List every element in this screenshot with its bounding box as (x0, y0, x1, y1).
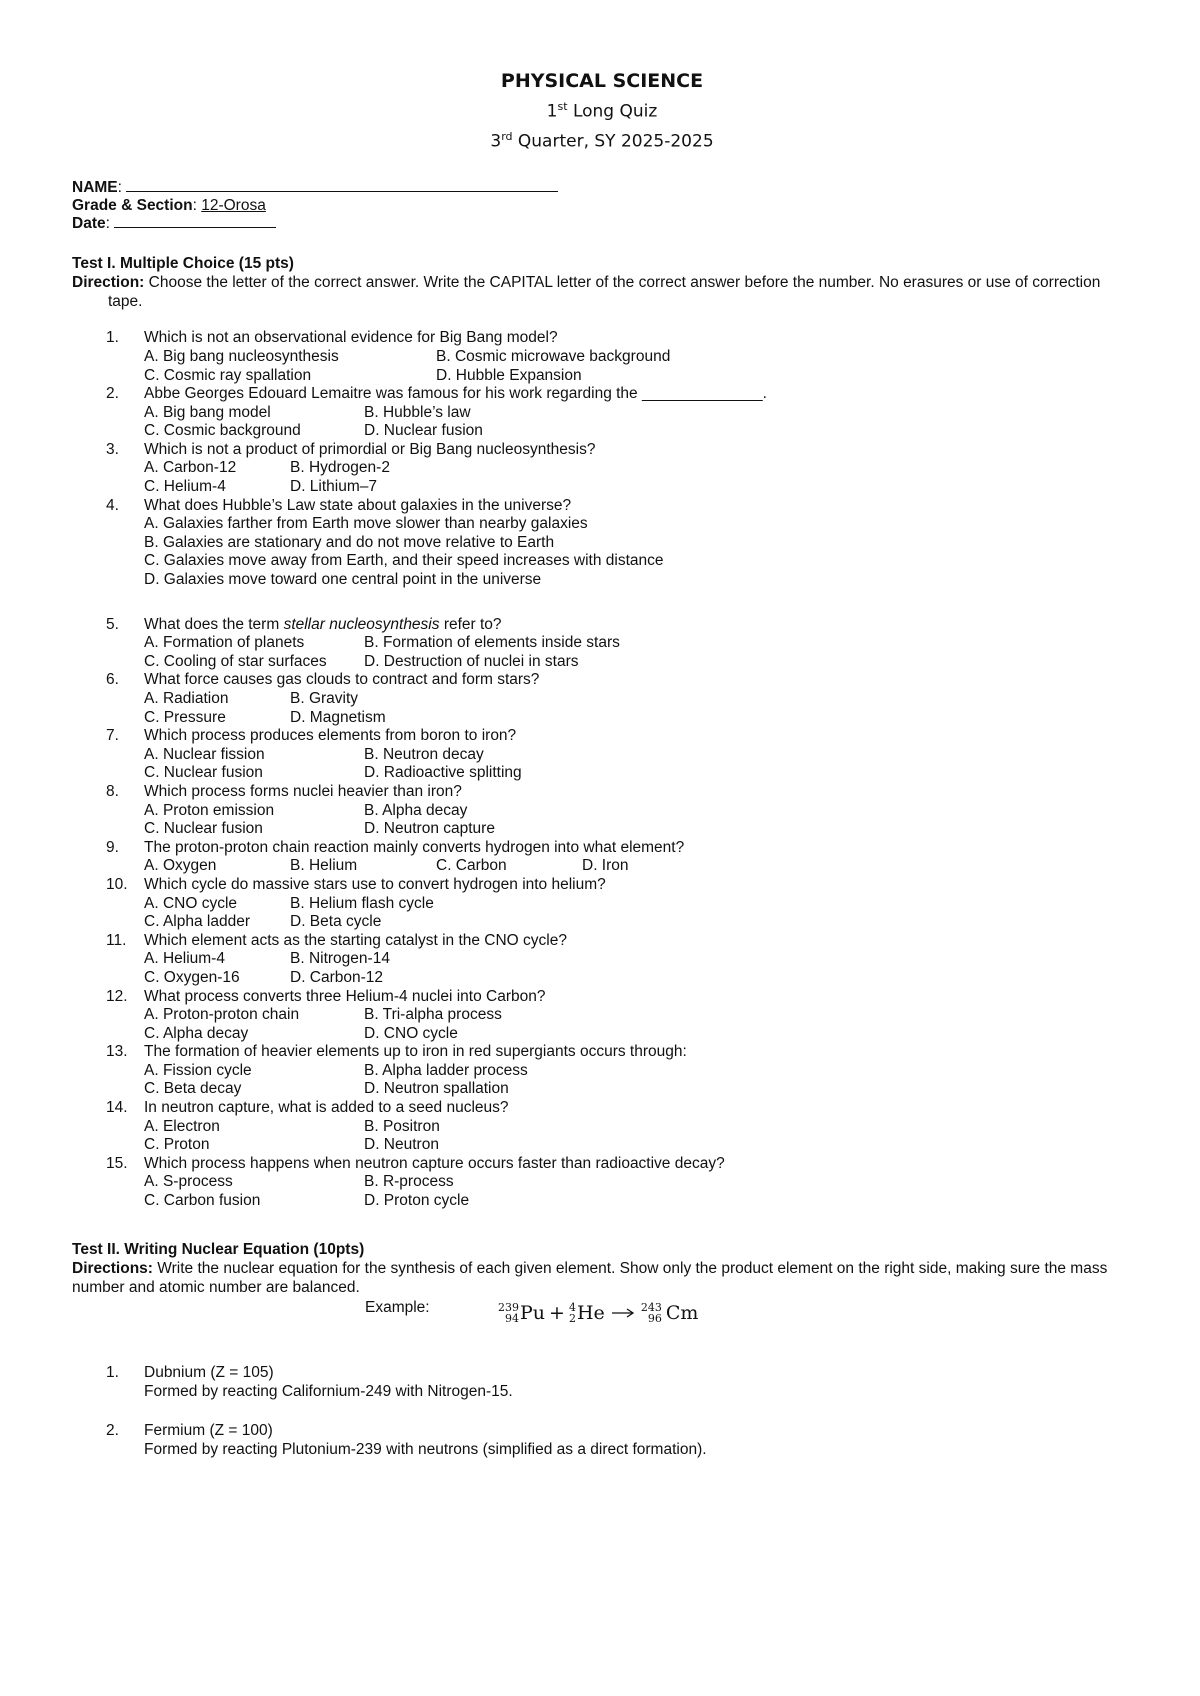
test1-title: Test I. Multiple Choice (15 pts) (72, 255, 294, 273)
question-item: 1. Which is not an observational evidence for Big Bang model? A. Big bang nucleosynthesis B. Cosmic microwave background C. Cosmic ray spallation D. Hubble Expansion (72, 329, 1132, 385)
option-a: A. S-process (144, 1173, 233, 1191)
element-title: Fermium (Z = 100) (144, 1421, 273, 1439)
question-text: The proton-proton chain reaction mainly converts hydrogen into what element? (144, 838, 685, 856)
document-header (72, 70, 1132, 151)
question-item: 9. The proton-proton chain reaction mainly converts hydrogen into what element? A. Oxygen B. Helium C. Carbon D. Iron (72, 839, 1132, 876)
question-text: Which process happens when neutron capture occurs faster than radioactive decay? (144, 1154, 725, 1172)
question-text: Which element acts as the starting catalyst in the CNO cycle? (144, 931, 567, 949)
question-item: 5. What does the term stellar nucleosynthesis refer to? A. Formation of planets B. Formation of elements inside stars C. Cooling of star surfaces D. Destruction of nuclei in stars (72, 616, 1132, 672)
option-c: C. Nuclear fusion (144, 764, 263, 782)
option-d: D. Carbon-12 (290, 968, 384, 986)
plutonium-symbol: Pu (520, 1301, 546, 1324)
option-a: A. CNO cycle (144, 894, 238, 912)
option-b: B. Positron (364, 1117, 440, 1135)
option-c: C. Cosmic background (144, 422, 301, 440)
question-text: In neutron capture, what is added to a seed nucleus? (144, 1099, 509, 1117)
equation-item: 2. Fermium (Z = 100) Formed by reacting Plutonium-239 with neutrons (simplified as a direct formation). (72, 1421, 1132, 1459)
option-c: C. Carbon (436, 857, 507, 875)
option-d: D. Neutron (364, 1136, 439, 1154)
question-text: Which is not a product of primordial or Big Bang nucleosynthesis? (144, 440, 596, 458)
element-detail: Formed by reacting Plutonium-239 with neutrons (simplified as a direct formation). (144, 1440, 707, 1458)
question-list (72, 329, 1132, 1210)
date-row: Date: (72, 215, 1132, 233)
question-text: Which cycle do massive stars use to convert hydrogen into helium? (144, 875, 606, 893)
option-d: D. Beta cycle (290, 913, 382, 931)
option-b: B. Helium flash cycle (290, 894, 434, 912)
option-c: C. Nuclear fusion (144, 820, 263, 838)
test1-directions: Direction: Choose the letter of the correct answer. Write the CAPITAL letter of the correct answer before the number. No erasures or use of correction tape. (72, 274, 1101, 311)
option-c: C. Beta decay (144, 1080, 242, 1098)
option-a: A. Helium-4 (144, 950, 225, 968)
option-c: C. Carbon fusion (144, 1192, 261, 1210)
element-title: Dubnium (Z = 105) (144, 1363, 274, 1381)
question-item: 7. Which process produces elements from boron to iron? A. Nuclear fission B. Neutron decay C. Nuclear fusion D. Radioactive splitting (72, 727, 1132, 783)
option-b: B. Alpha ladder process (364, 1061, 528, 1079)
right-arrow-icon (611, 1307, 635, 1319)
question-text: Which process produces elements from boron to iron? (144, 727, 517, 745)
question-text: Which is not an observational evidence for Big Bang model? (144, 329, 558, 347)
name-field[interactable] (126, 179, 558, 192)
option-a: A. Big bang model (144, 403, 271, 421)
option-c: C. Cosmic ray spallation (144, 366, 312, 384)
question-text: What process converts three Helium-4 nuclei into Carbon? (144, 987, 546, 1005)
name-row: NAME: (72, 179, 1132, 197)
option-d: D. Radioactive splitting (364, 764, 522, 782)
test2-title: Test II. Writing Nuclear Equation (10pts) (72, 1240, 365, 1258)
option-d: D. Magnetism (290, 708, 386, 726)
question-item: 14. In neutron capture, what is added to a seed nucleus? A. Electron B. Positron C. Proton D. Neutron (72, 1099, 1132, 1155)
option-a: A. Fission cycle (144, 1061, 252, 1079)
option-c: C. Alpha decay (144, 1024, 249, 1042)
option-b: B. R-process (364, 1173, 454, 1191)
option-c: C. Alpha ladder (144, 913, 250, 931)
option-d: D. Proton cycle (364, 1192, 470, 1210)
option-b: B. Neutron decay (364, 745, 484, 763)
equation-item: 1. Dubnium (Z = 105) Formed by reacting Californium-249 with Nitrogen-15. (72, 1363, 1132, 1401)
option-d: D. Iron (582, 857, 629, 875)
option-b: B. Cosmic microwave background (436, 347, 671, 365)
option-a: A. Galaxies farther from Earth move slower than nearby galaxies (144, 515, 588, 533)
nuclear-equation: 239 94 Pu + 4 2 He 243 96 Cm (498, 1300, 699, 1325)
quiz-page (72, 70, 1132, 1459)
option-d: D. Hubble Expansion (436, 366, 582, 384)
question-text: Which process forms nuclei heavier than iron? (144, 782, 462, 800)
helium-symbol: He (576, 1301, 605, 1324)
option-d: D. Lithium–7 (290, 478, 378, 496)
option-d: D. Nuclear fusion (364, 422, 483, 440)
question-text: What does the term stellar nucleosynthesis refer to? (144, 615, 502, 633)
option-c: C. Oxygen-16 (144, 968, 240, 986)
option-a: A. Electron (144, 1117, 220, 1135)
option-b: B. Hubble’s law (364, 403, 471, 421)
option-d: D. Neutron spallation (364, 1080, 509, 1098)
option-d: D. Galaxies move toward one central point in the universe (144, 571, 542, 589)
test2-directions: Directions: Write the nuclear equation for the synthesis of each given element. Show only the product element on the right side, making sure the mass number and atomic number are balanced. (72, 1259, 1108, 1296)
option-a: A. Proton-proton chain (144, 1006, 300, 1024)
question-item: 4. What does Hubble’s Law state about galaxies in the universe? A. Galaxies farther from Earth move slower than nearby galaxies B. Galaxies are stationary and do not move relative to Earth C. Galaxies move away from Earth, and their speed increases with distance D. Galaxies move toward one central point in the universe (72, 497, 1132, 590)
option-c: C. Pressure (144, 708, 226, 726)
option-b: B. Hydrogen-2 (290, 459, 390, 477)
option-a: A. Big bang nucleosynthesis (144, 347, 339, 365)
question-item: 15. Which process happens when neutron capture occurs faster than radioactive decay? A. S-process B. R-process C. Carbon fusion D. Proton cycle (72, 1155, 1132, 1211)
option-b: B. Gravity (290, 690, 359, 707)
option-a: A. Radiation (144, 690, 229, 707)
option-b: B. Formation of elements inside stars (364, 634, 620, 652)
option-d: D. Neutron capture (364, 820, 495, 838)
option-b: B. Tri-alpha process (364, 1006, 502, 1024)
option-b: B. Helium (290, 857, 358, 875)
question-item: 6. What force causes gas clouds to contract and form stars? A. Radiation B. Gravity C. Pressure D. Magnetism (72, 671, 1132, 727)
example-equation (72, 1299, 1132, 1339)
student-info (72, 179, 1132, 233)
option-c: C. Cooling of star surfaces (144, 652, 327, 670)
question-item: 2. Abbe Georges Edouard Lemaitre was famous for his work regarding the ______________. A. Big bang model B. Hubble’s law C. Cosmic background D. Nuclear fusion (72, 385, 1132, 441)
option-d: D. CNO cycle (364, 1024, 458, 1042)
option-d: D. Destruction of nuclei in stars (364, 652, 579, 670)
question-text: What does Hubble’s Law state about galaxies in the universe? (144, 496, 572, 514)
question-item: 8. Which process forms nuclei heavier than iron? A. Proton emission B. Alpha decay C. Nuclear fusion D. Neutron capture (72, 783, 1132, 839)
grade-row: Grade & Section: 12-Orosa (72, 197, 266, 215)
curium-symbol: Cm (665, 1301, 699, 1324)
quiz-name: 1st Long Quiz (546, 100, 658, 122)
option-b: B. Galaxies are stationary and do not move relative to Earth (144, 533, 555, 551)
question-item: 10. Which cycle do massive stars use to convert hydrogen into helium? A. CNO cycle B. Helium flash cycle C. Alpha ladder D. Beta cycle (72, 876, 1132, 932)
question-item: 13. The formation of heavier elements up to iron in red supergiants occurs through: A. Fission cycle B. Alpha ladder process C. Beta decay D. Neutron spallation (72, 1043, 1132, 1099)
grade-label: Grade & Section (72, 197, 193, 215)
question-item: 12. What process converts three Helium-4 nuclei into Carbon? A. Proton-proton chain B. Tri-alpha process C. Alpha decay D. CNO cycle (72, 988, 1132, 1044)
example-label: Example: (365, 1298, 430, 1316)
question-item: 3. Which is not a product of primordial or Big Bang nucleosynthesis? A. Carbon-12 B. Hydrogen-2 C. Helium-4 D. Lithium–7 (72, 441, 1132, 497)
question-text: What force causes gas clouds to contract and form stars? (144, 671, 540, 689)
quarter-line: 3rd Quarter, SY 2025-2025 (490, 129, 714, 152)
option-a: A. Formation of planets (144, 634, 305, 652)
question-text: Abbe Georges Edouard Lemaitre was famous for his work regarding the ______________. (144, 385, 767, 403)
option-b: B. Nitrogen-14 (290, 950, 390, 968)
option-a: A. Nuclear fission (144, 745, 265, 763)
option-b: B. Alpha decay (364, 801, 468, 819)
option-c: C. Proton (144, 1136, 210, 1154)
option-a: A. Proton emission (144, 801, 275, 819)
question-item: 11. Which element acts as the starting catalyst in the CNO cycle? A. Helium-4 B. Nitrogen-14 C. Oxygen-16 D. Carbon-12 (72, 932, 1132, 988)
name-label: NAME (72, 179, 118, 197)
element-detail: Formed by reacting Californium-249 with Nitrogen-15. (144, 1382, 513, 1400)
option-c: C. Helium-4 (144, 478, 226, 496)
subject-title: PHYSICAL SCIENCE (500, 70, 704, 92)
option-a: A. Oxygen (144, 857, 217, 875)
option-c: C. Galaxies move away from Earth, and their speed increases with distance (144, 552, 664, 570)
grade-value: 12-Orosa (201, 197, 266, 215)
date-label: Date (72, 215, 106, 233)
date-field[interactable] (114, 215, 276, 228)
question-text: The formation of heavier elements up to iron in red supergiants occurs through: (144, 1043, 687, 1061)
option-a: A. Carbon-12 (144, 459, 237, 477)
